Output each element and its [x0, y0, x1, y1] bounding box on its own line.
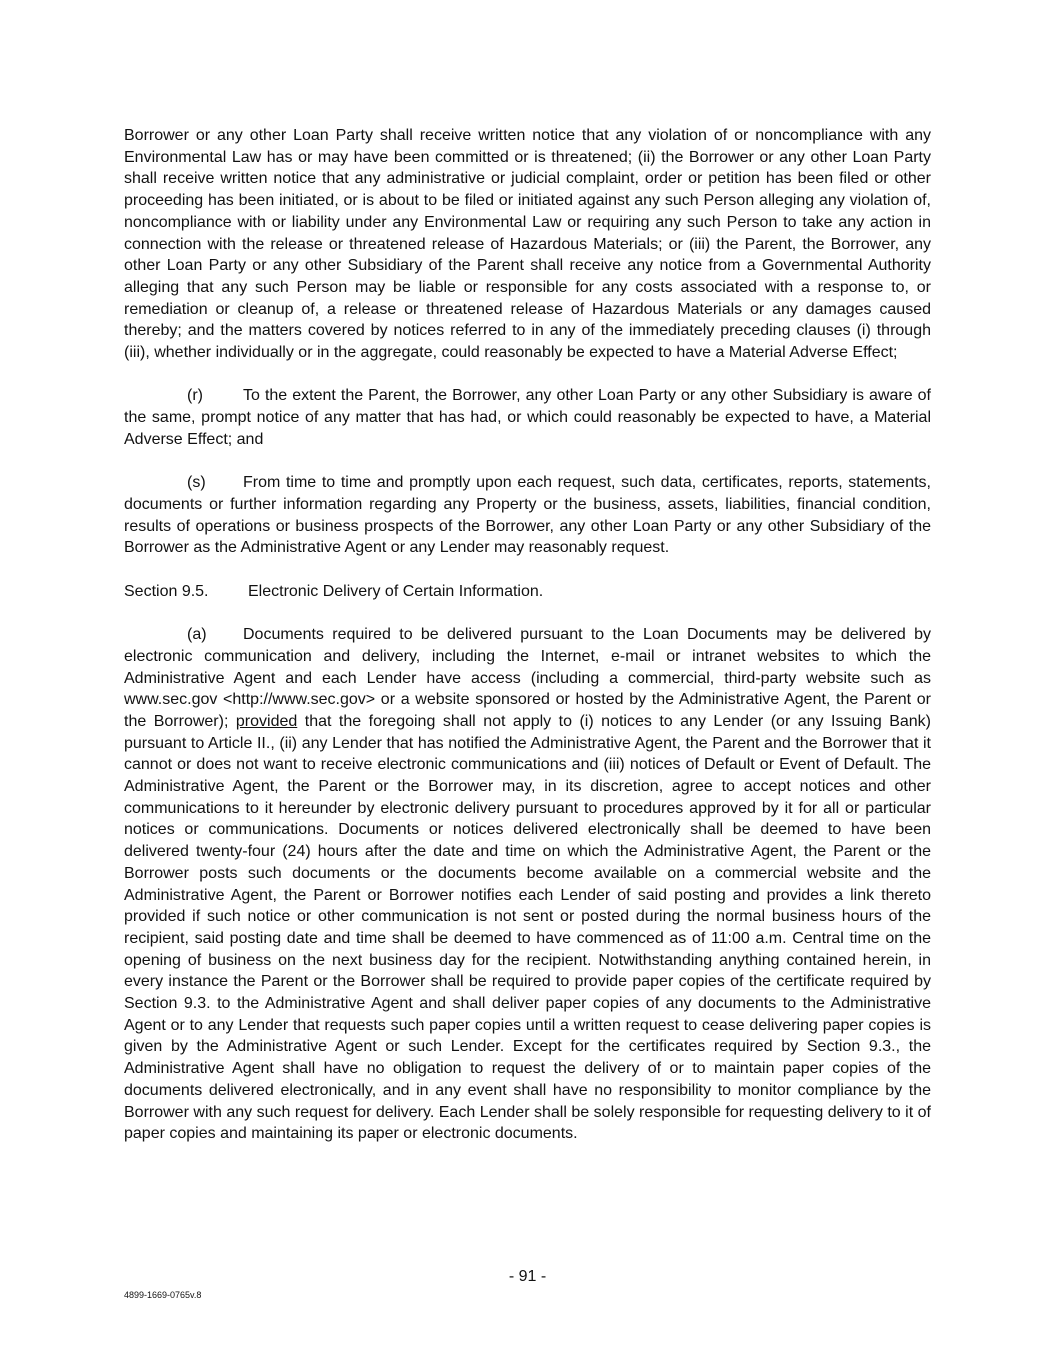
document-id: 4899-1669-0765v.8 — [124, 1290, 202, 1300]
clause-label-a: (a) — [187, 626, 207, 644]
section-title: Electronic Delivery of Certain Information. — [248, 582, 544, 600]
document-page — [124, 125, 931, 1145]
section-heading — [124, 581, 931, 603]
provided-underlined: provided — [235, 712, 298, 730]
clause-text-r: To the extent the Parent, the Borrower, any other Loan Party or any other Subsidiary is aware of the same, prompt notice of any matter that has had, or which could reasonably be expected to have, a Material Adverse Effect; and — [124, 387, 931, 448]
paragraph-q-continuation: Borrower or any other Loan Party shall receive written notice that any violation of or noncompliance with any Environmental Law has or may have been committed or is threatened; (ii) the Borrower or any other Loan Party shall receive written notice that any administrative or judicial complaint, order or petition has been filed or other proceeding has been initiated, or is about to be filed or initiated against any such Person alleging any violation of, noncompliance with or liability under any Environmental Law or requiring any such Person to take any action in connection with the release or threatened release of Hazardous Materials; or (iii) the Parent, the Borrower, any other Loan Party or any other Subsidiary of the Parent shall receive any notice from a Governmental Authority alleging that any such Person may be liable or responsible for any costs associated with a response to, or remediation or cleanup of, a release or threatened release of Hazardous Materials or any damages caused thereby; and the matters covered by notices referred to in any of the immediately preceding clauses (i) through (iii), whether individually or in the aggregate, could reasonably be expected to have a Material Adverse Effect; — [124, 127, 931, 362]
paragraph-s — [124, 472, 931, 559]
paragraph-r — [124, 385, 931, 450]
clause-text-a-part2: that the foregoing shall not apply to (i) notices to any Lender (or any Issuing Bank) pursuant to Article II., (ii) any Lender that has notified the Administrative Agent, the Parent and the Borrower that it cannot or does not want to receive electronic communications and (iii) notices of Default or Event of Default. The Administrative Agent, the Parent or the Borrower may, in its discretion, agree to accept notices and other communications to it hereunder by electronic delivery pursuant to procedures approved by it for all or particular notices or communications. Documents or notices delivered electronically shall be deemed to have been delivered twenty-four (24) hours after the date and time on which the Administrative Agent, the Parent or the Borrower posts such documents or the documents become available on a commercial website and the Administrative Agent, the Parent or Borrower notifies each Lender of said posting and provides a link thereto provided if such notice or other communication is not sent or posted during the normal business hours of the recipient, said posting date and time shall be deemed to have commenced as of 11:00 a.m. Central time on the opening of business on the next business day for the recipient. Notwithstanding anything contained herein, in every instance the Parent or the Borrower shall be required to provide paper copies of the certificate required by Section 9.3. to the Administrative Agent and shall deliver paper copies of any documents to the Administrative Agent or to any Lender that requests such paper copies until a written request to cease delivering paper copies is given by the Administrative Agent or such Lender. Except for the certificates required by Section 9.3., the Administrative Agent shall have no obligation to request the delivery of or to maintain paper copies of the documents delivered electronically, and in any event shall have no responsibility to monitor compliance by the Borrower with any such request for delivery. Each Lender shall be solely responsible for requesting delivery to it of paper copies and maintaining its paper or electronic documents. — [124, 712, 932, 1143]
section-number: Section 9.5. — [124, 582, 209, 600]
clause-label-s: (s) — [187, 474, 206, 492]
page-number: - 91 - — [508, 1268, 547, 1285]
clause-label-r: (r) — [187, 387, 203, 405]
clause-text-s: From time to time and promptly upon each request, such data, certificates, reports, statements, documents or further information regarding any Property or the business, assets, liabilities, financial condition, results of operations or business prospects of the Borrower, any other Loan Party or any other Subsidiary of the Borrower as the Administrative Agent or any Lender may reasonably request. — [124, 474, 931, 557]
paragraph-a — [124, 624, 931, 1145]
clause-text-a-part1: Documents required to be delivered pursuant to the Loan Documents may be delivered by electronic communication and delivery, including the Internet, e-mail or intranet websites to which the Administrative Agent and each Lender have access (including a commercial, third-party website such as www.sec.gov <http://www.sec.gov> or a website sponsored or hosted by the Administrative Agent, the Parent or the Borrower); — [124, 626, 931, 730]
